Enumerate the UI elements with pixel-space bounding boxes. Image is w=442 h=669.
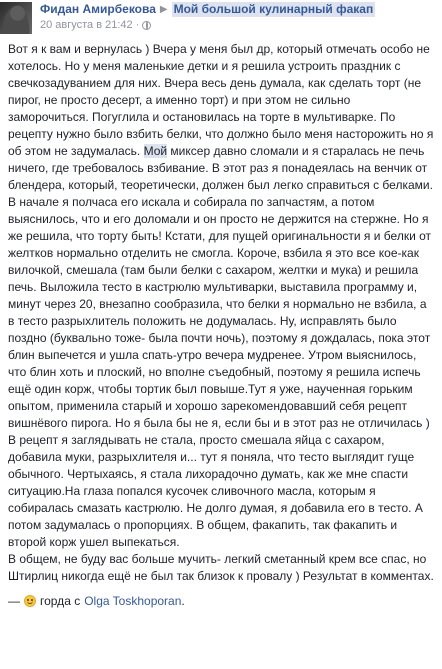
mention-highlight[interactable]: Мой (143, 144, 168, 158)
post-header (8, 0, 434, 36)
globe-icon[interactable] (142, 21, 151, 30)
feeling-prefix: — (8, 594, 20, 608)
post-text-part-2: миксер давно сломали и я старалась не печь ничего, где требовалось взбивание. В этот раз я понадеялась на венчик от блендера, который, теоретически, должен был легко справиться с белками. В начале я полчаса его искала и собирала по запчастям, а потом выяснилось, что и его доломали и он просто не держится на стержне. Но я же решила, что торту быть! Кстати, для пущей оригинальности я и белки от желтков нормально отделить не смогла. Короче, взбила я это все кое-как вилочкой, смешала (там были белки с сахаром, желтки и мука) и решила печь. Выложила тесто в кастрюлю мультиварки, выставила программу и, минут через 20, внезапно сообразила, что белки я нормально не взбила, а в тесто разрыхлитель положить не додумалась. Ну, исправлять было поздно (буквально тоже- была почти ночь), поэтому я дождалась, пока этот блин выпечется и ушла спать-утро вечера мудренее. Утром выяснилось, что блин хоть и плоский, но вполне съедобный, поэтому я решила испечь ещё один корж, чтобы тортик был повыше.Тут я уже, наученная горьким опытом, применила старый и хорошо зарекомендовавший себя рецепт вишнёвого пирога. Но я была бы не я, если бы и в этот раз не отличилась ) В рецепт я заглядывать не стала, просто смешала яйца с сахаром, добавила муки, разрыхлителя и... тут я поняла, что тесто выглядит гуще обычного. Чертыхаясь, я стала лихорадочно думать, как же мне спасти ситуацию.На глаза попался кусочек сливочного масла, которым я собиралась смазать кастрюлю. Не долго думая, я добавила его в тесто. А потом задумалась о пропорциях. В общем, факапить, так факапить и второй корж ушел выпекаться. (8, 144, 433, 549)
arrow-right-icon: ▶ (159, 4, 168, 15)
post-text-part-3: В общем, не буду вас больше мучить- легкий сметанный крем все спас, но Штирлиц никогда ещё не был так близок к провалу ) Результат в комментах. (8, 552, 434, 583)
feeling-suffix: . (181, 594, 185, 608)
group-link[interactable]: Мой большой кулинарный факап (173, 2, 374, 16)
date-line (40, 18, 375, 32)
separator-dot: · (135, 19, 140, 31)
avatar[interactable] (0, 2, 32, 34)
title-line (40, 2, 375, 17)
post-timestamp[interactable]: 20 августа в 21:42 (40, 19, 133, 31)
post-text-part-1: Вот я к вам и вернулась ) Вчера у меня был др, который отмечать особо не хотелось. Но у меня маленькие детки и я решила устроить праздник с свечкозадуванием для них. Вчера весь день думала, как сделать торт (не пирог, не просто десерт, а именно торт) и при этом не сильно заморочиться. Погуглила и остановилась на торте в мультиварке. По рецепту нужно было взбить белки, что должно было меня насторожить но я об этом не задумалась. (8, 42, 434, 158)
feeling-line (8, 593, 434, 609)
feeling-label: горда с (40, 594, 81, 608)
post-meta (40, 2, 375, 32)
tagged-friend-link[interactable]: Olga Toskhoporan (84, 594, 182, 608)
post-body (8, 41, 434, 585)
author-name[interactable]: Фидан Амирбекова (40, 2, 156, 16)
smiley-icon (24, 595, 36, 607)
